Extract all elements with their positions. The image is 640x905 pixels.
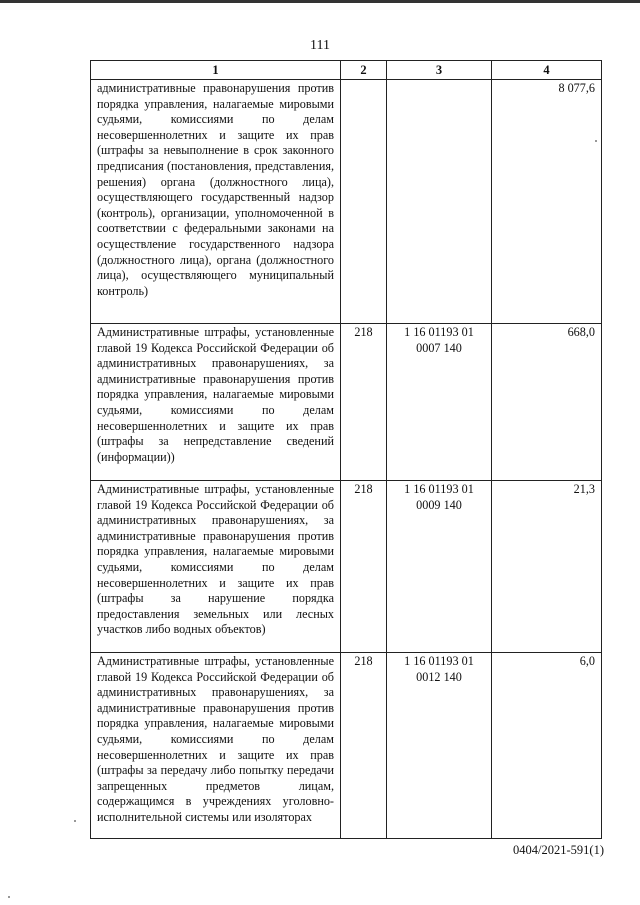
row-description: Административные штрафы, установленные главой 19 Кодекса Российской Федерации об административных правонарушениях, за административные правонарушения против порядка управления, налагаемые мировыми судьями, комиссиями по делам несовершеннолетних и защите их прав (штрафы за передачу либо попытку передачи запрещенных предметов лицам, содержащимся в учреждениях уголовно-исполнительной системы или изоляторах [91,653,341,839]
row-amount: 21,3 [492,481,602,653]
column-header-2: 2 [341,61,387,80]
row-amount: 6,0 [492,653,602,839]
revenue-table [90,60,602,839]
row-budget-code: 1 16 01193 01 0012 140 [387,653,492,839]
scan-speck [74,820,76,822]
column-header-4: 4 [492,61,602,80]
row-admin-code [341,80,387,324]
row-admin-code: 218 [341,481,387,653]
row-admin-code: 218 [341,324,387,481]
column-header-1: 1 [91,61,341,80]
row-amount: 8 077,6 [492,80,602,324]
row-admin-code: 218 [341,653,387,839]
row-description: административные правонарушения против порядка управления, налагаемые мировыми судьями, комиссиями по делам несовершеннолетних и защите их прав (штрафы за невыполнение в срок законного предписания (постановления, представления, решения) органа (должностного лица), осуществляющего государственный надзор (контроль), организации, уполномоченной в соответствии с федеральными законами на осуществление государственного надзора (должностного лица), органа (должностного лица), осуществляющего муниципальный контроль) [91,80,341,324]
row-budget-code: 1 16 01193 01 0007 140 [387,324,492,481]
document-code: 0404/2021-591(1) [513,843,604,857]
table-row [91,324,602,481]
row-description: Административные штрафы, установленные главой 19 Кодекса Российской Федерации об административных правонарушениях, за административные правонарушения против порядка управления, налагаемые мировыми судьями, комиссиями по делам несовершеннолетних и защите их прав (штрафы за нарушение порядка предоставления земельных или лесных участков либо водных объектов) [91,481,341,653]
scan-speck [8,896,10,898]
row-amount: 668,0 [492,324,602,481]
row-description: Административные штрафы, установленные главой 19 Кодекса Российской Федерации об административных правонарушениях, за административные правонарушения против порядка управления, налагаемые мировыми судьями, комиссиями по делам несовершеннолетних и защите их прав (штрафы за непредставление сведений (информации)) [91,324,341,481]
row-budget-code: 1 16 01193 01 0009 140 [387,481,492,653]
column-header-3: 3 [387,61,492,80]
table-row [91,80,602,324]
page-number: 111 [310,38,330,53]
top-scan-border [0,0,640,3]
table-row [91,481,602,653]
table-header-row [91,61,602,80]
scan-speck [595,140,597,142]
table-row [91,653,602,839]
row-budget-code [387,80,492,324]
